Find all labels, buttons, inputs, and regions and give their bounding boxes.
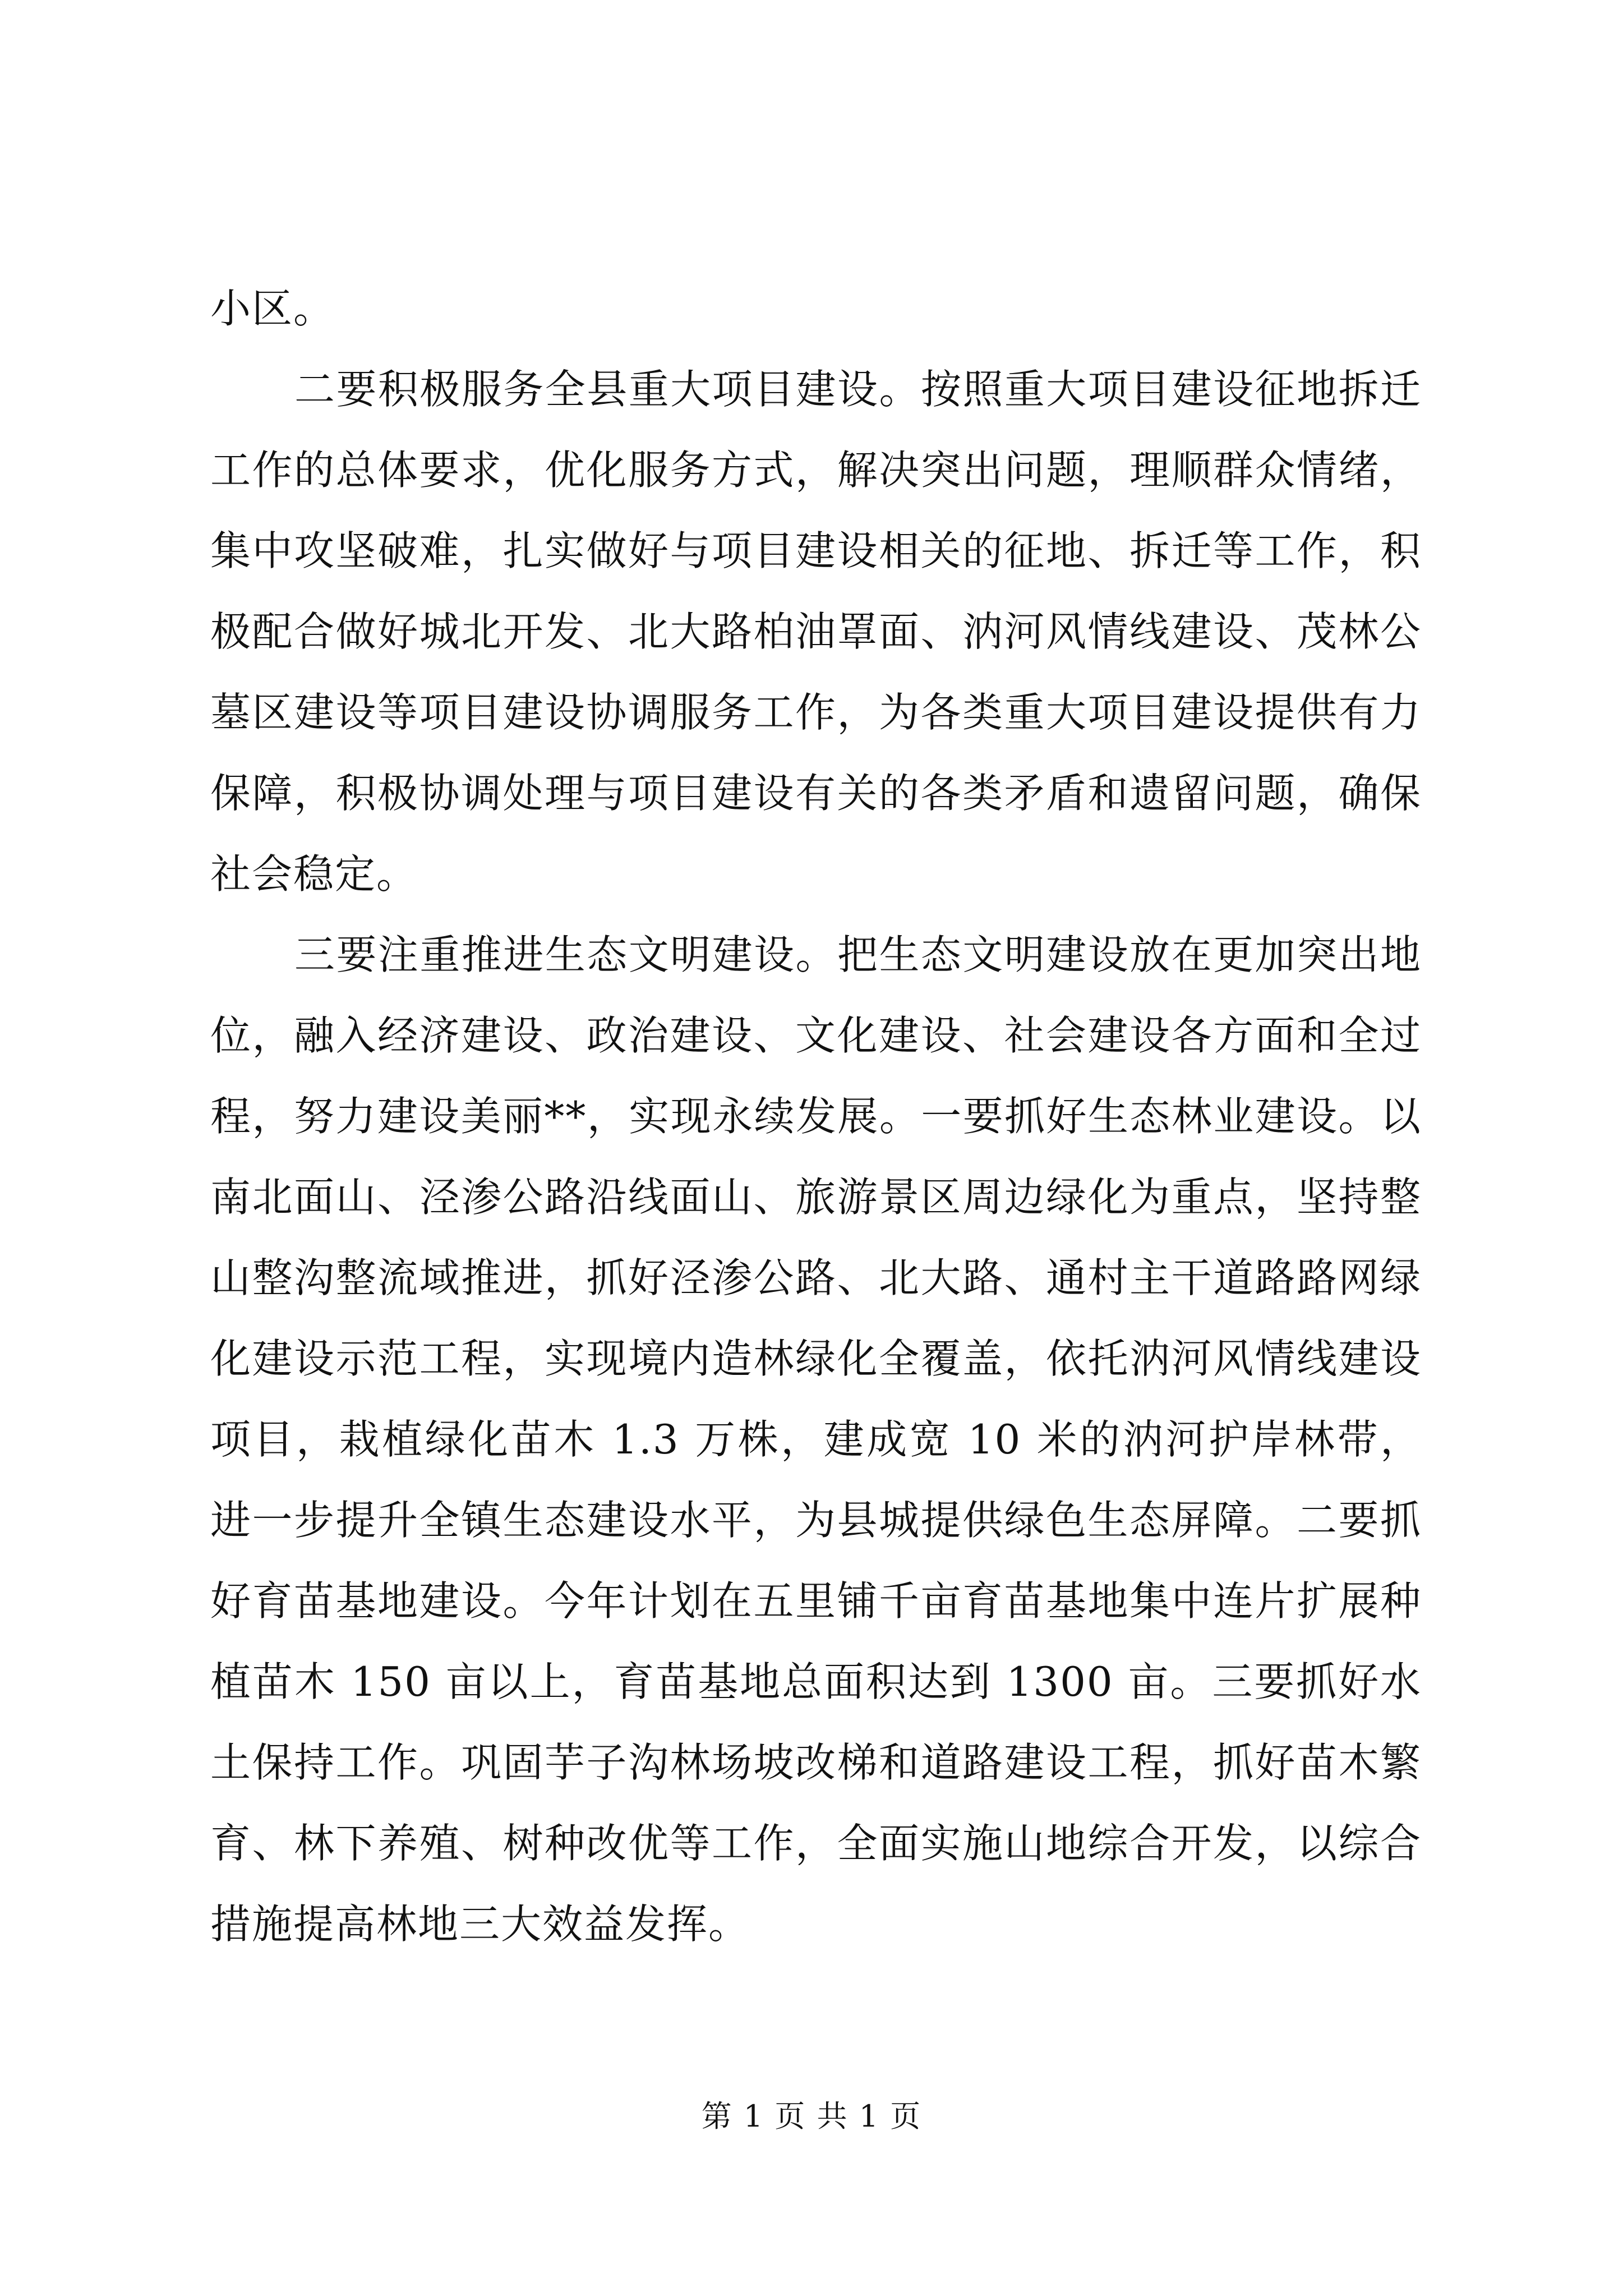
paragraph-continuation: 小区。 [210, 285, 335, 332]
paragraph-ecological-civilization: 三要注重推进生态文明建设。把生态文明建设放在更加突出地位，融入经济建设、政治建设、文化建设、社会建设各方面和全过程，努力建设美丽**，实现永续发展。一要抓好生态林业建设。以南北面山、泾渗公路沿线面山、旅游景区周边绿化为重点，坚持整山整沟整流域推进，抓好泾渗公路、北大路、通村主干道路路网绿化建设示范工程，实现境内造林绿化全覆盖，依托汭河风情线建设项目，栽植绿化苗木 1.3 万株，建成宽 10 米的汭河护岸林带，进一步提升全镇生态建设水平，为县城提供绿色生态屏障。二要抓好育苗基地建设。今年计划在五里铺千亩育苗基地集中连片扩展种植苗木 150 亩以上，育苗基地总面积达到 1300 亩。三要抓好水土保持工作。巩固芋子沟林场坡改梯和道路建设工程，抓好苗木繁育、林下养殖、树种改优等工作，全面实施山地综合开发，以综合措施提高林地三大效益发挥。 [210, 931, 1422, 1948]
document-body [210, 268, 1422, 1964]
page-footer: 第 1 页 共 1 页 [701, 2099, 922, 2134]
paragraph-major-projects: 二要积极服务全县重大项目建设。按照重大项目建设征地拆迁工作的总体要求，优化服务方式，解决突出问题，理顺群众情绪，集中攻坚破难，扎实做好与项目建设相关的征地、拆迁等工作，积极配合做好城北开发、北大路柏油罩面、汭河风情线建设、茂林公墓区建设等项目建设协调服务工作，为各类重大项目建设提供有力保障，积极协调处理与项目建设有关的各类矛盾和遗留问题，确保社会稳定。 [210, 366, 1422, 898]
